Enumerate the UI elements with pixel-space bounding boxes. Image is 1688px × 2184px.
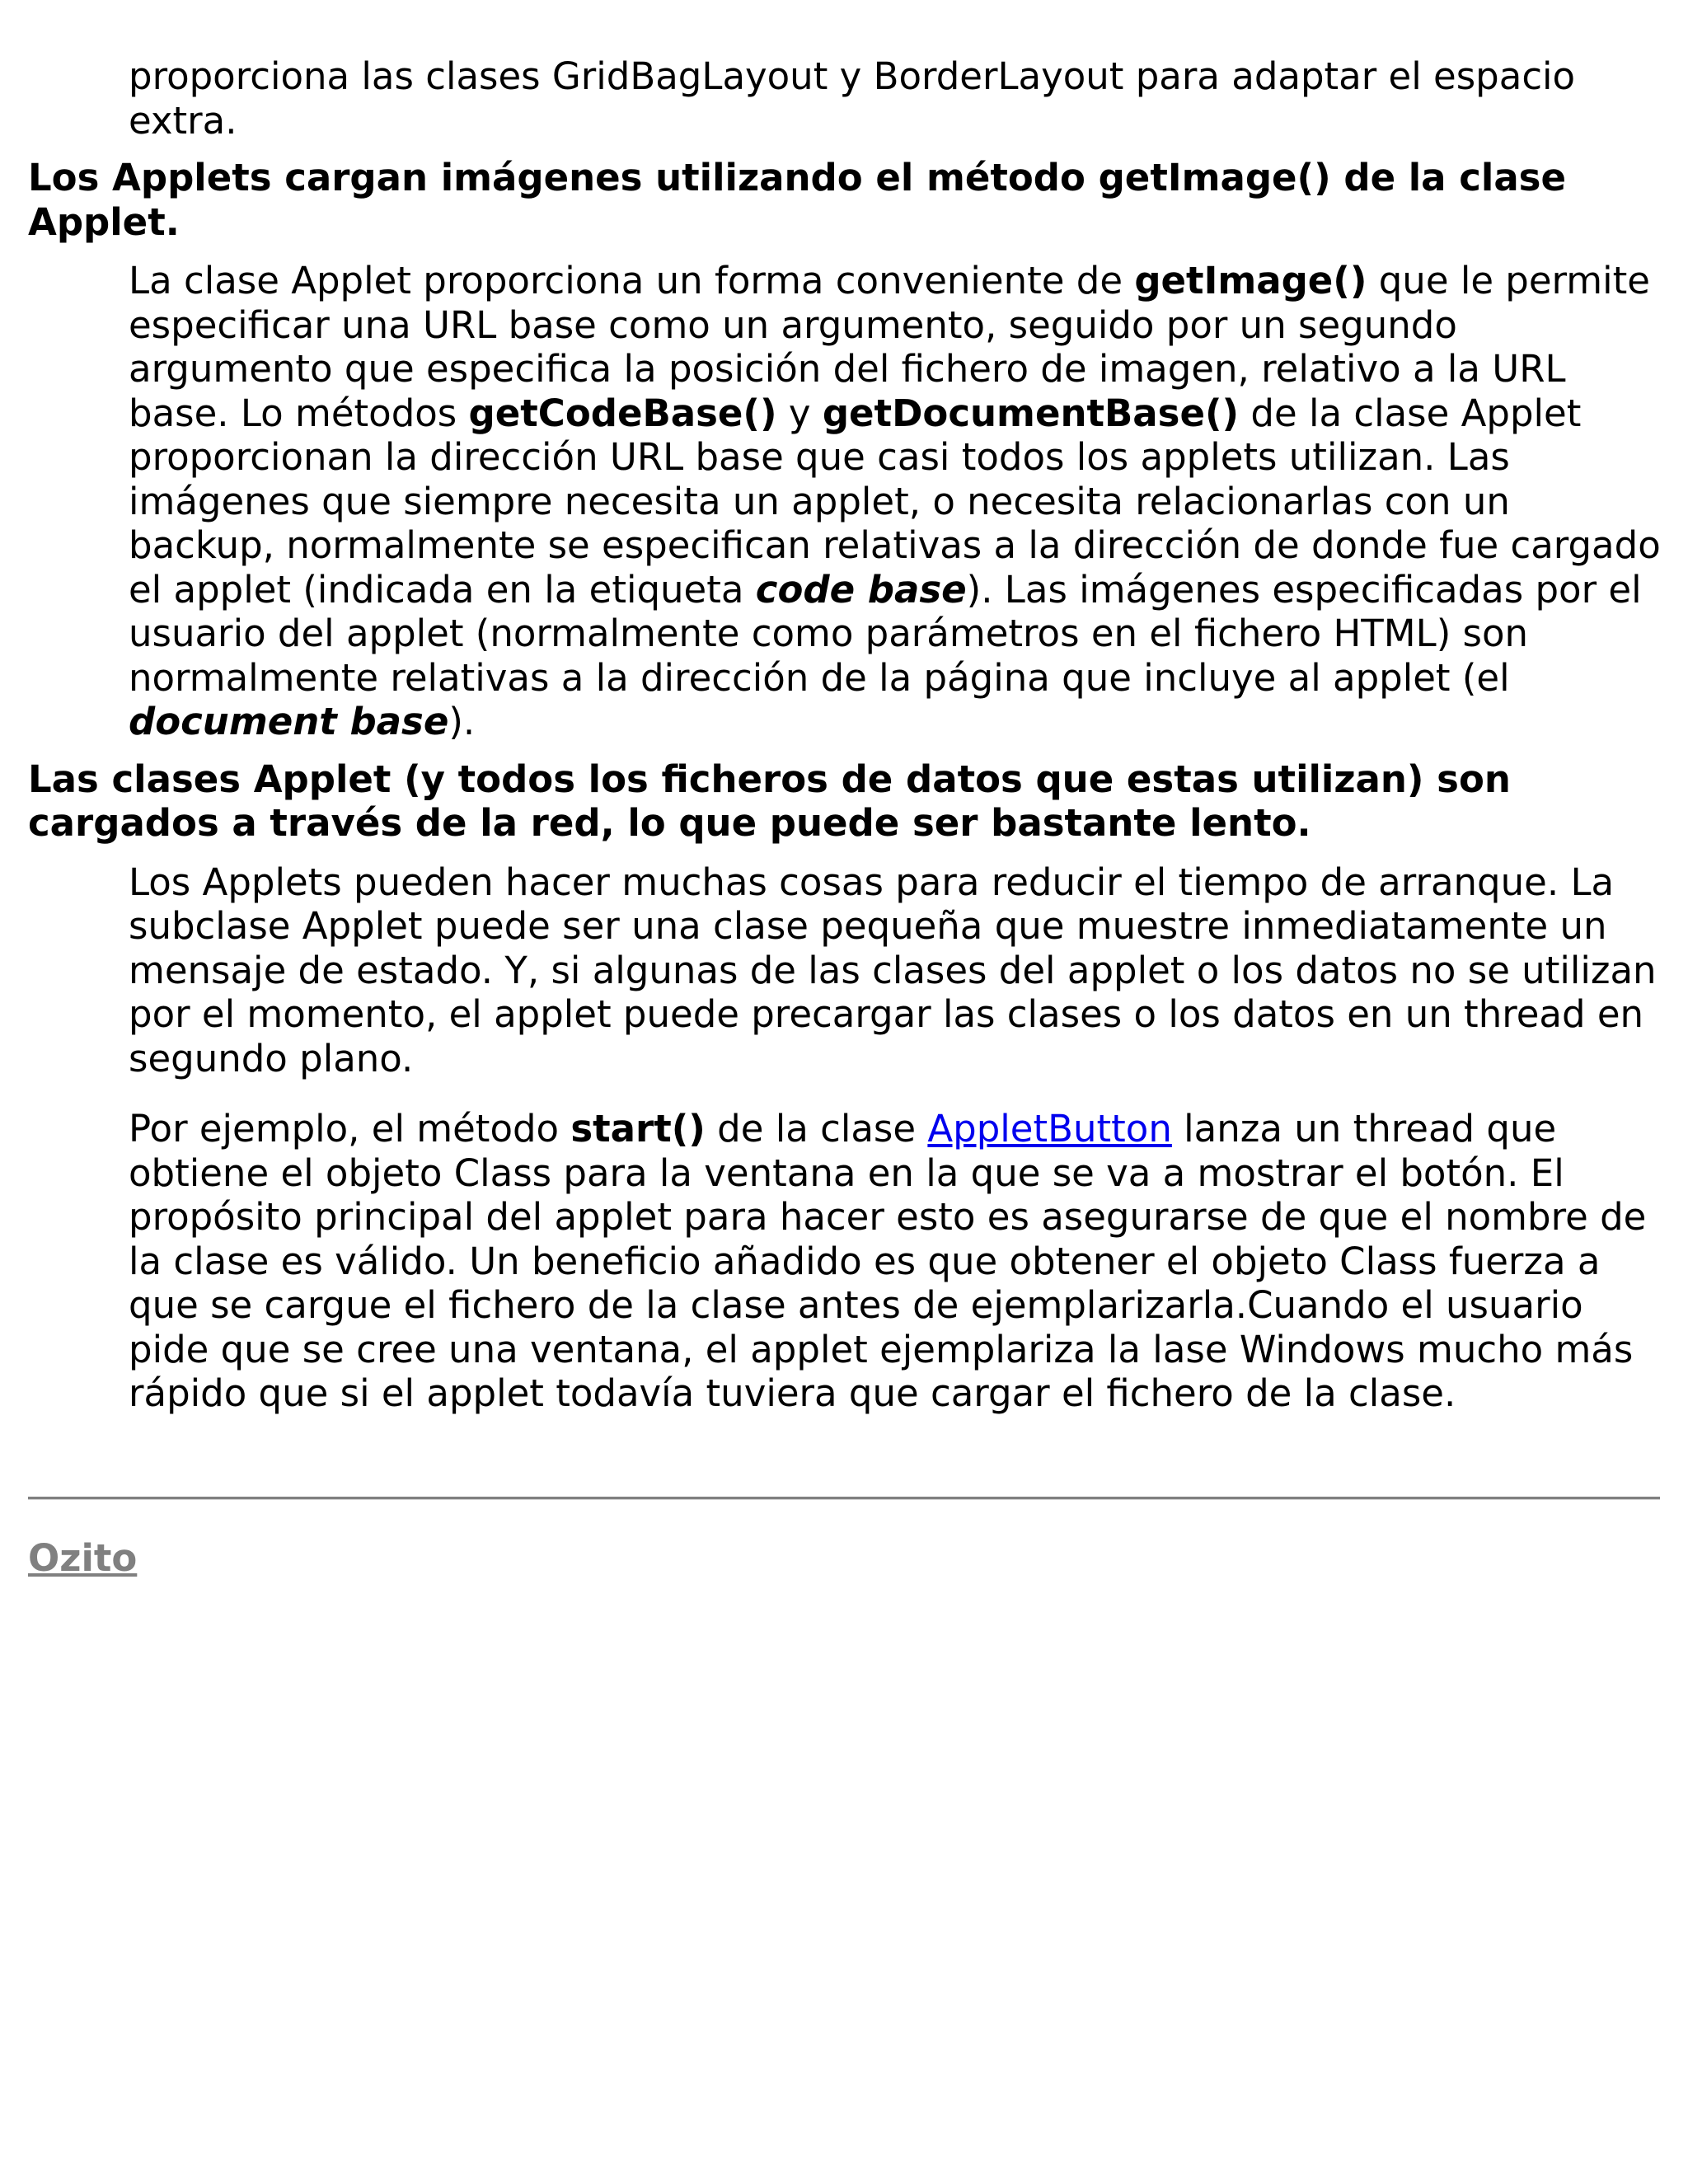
term-network-loading-heading: Las clases Applet (y todos los ficheros de datos que estas utilizan) son cargados a través de la red, lo que puede ser bastante lento. — [28, 757, 1511, 845]
ozito-link[interactable]: Ozito — [28, 1536, 138, 1580]
text-run: La clase Applet proporciona un forma conveniente de — [129, 259, 1135, 302]
appletbutton-paragraph — [129, 1107, 1662, 1416]
text-run: y — [776, 391, 823, 435]
text-run: lanza un thread que obtiene el objeto Class para la ventana en la que se va a mostrar el botón. El propósito principal del applet para hacer esto es asegurarse de que el nombre de la clase es válido. Un beneficio añadido es que obtener el objeto Class fuerza a que se cargue el fichero de la clase antes de ejemplarizarla.Cuando el usuario pide que se cree una ventana, el applet ejemplariza la lase Windows mucho más rápido que si el applet todavía tuviera que cargar el fichero de la clase. — [129, 1107, 1647, 1415]
text-run: de la clase Applet proporcionan la dirección URL base que casi todos los applets utilizan. Las imágenes que siempre necesita un applet, o necesita relacionarlas con un backup, normalmente se especifican relativas a la dirección de donde fue cargado el applet (indicada en la etiqueta — [129, 391, 1661, 612]
code-getcodebase: getCodeBase() — [468, 391, 777, 435]
term-document-base: document base — [129, 700, 449, 743]
startup-paragraph — [129, 860, 1662, 1081]
document-body — [28, 54, 1660, 1416]
text-run: Por ejemplo, el método — [129, 1107, 571, 1151]
term-getimage-heading: Los Applets cargan imágenes utilizando el método getImage() de la clase Applet. — [28, 156, 1566, 244]
horizontal-rule — [28, 1497, 1660, 1500]
text-run: ). Las imágenes especificadas por el usuario del applet (normalmente como parámetros en el fichero HTML) son normalmente relativas a la dirección de la página que incluye al applet (el — [129, 567, 1642, 700]
intro-text: proporciona las clases GridBagLayout y BorderLayout para adaptar el espacio extra. — [129, 54, 1576, 143]
code-getimage: getImage() — [1134, 259, 1367, 302]
code-start: start() — [570, 1107, 706, 1151]
getimage-paragraph — [129, 259, 1662, 744]
term-code-base: code base — [755, 567, 967, 612]
text-run: Los Applets pueden hacer muchas cosas para reducir el tiempo de arranque. La subclase Applet puede ser una clase pequeña que muestre inmediatamente un mensaje de estado. Y, si algunas de las clases del applet o los datos no se utilizan por el momento, el applet puede precargar las clases o los datos en un thread en segundo plano. — [129, 860, 1657, 1080]
code-getdocumentbase: getDocumentBase() — [822, 391, 1240, 435]
appletbutton-link[interactable]: AppletButton — [927, 1107, 1172, 1151]
text-run: de la clase — [705, 1107, 928, 1151]
text-run: ). — [448, 700, 476, 743]
intro-paragraph — [129, 54, 1662, 143]
text-run: que le permite especificar una URL base como un argumento, seguido por un segundo argumento que especifica la posición del fichero de imagen, relativo a la URL base. Lo métodos — [129, 259, 1650, 435]
